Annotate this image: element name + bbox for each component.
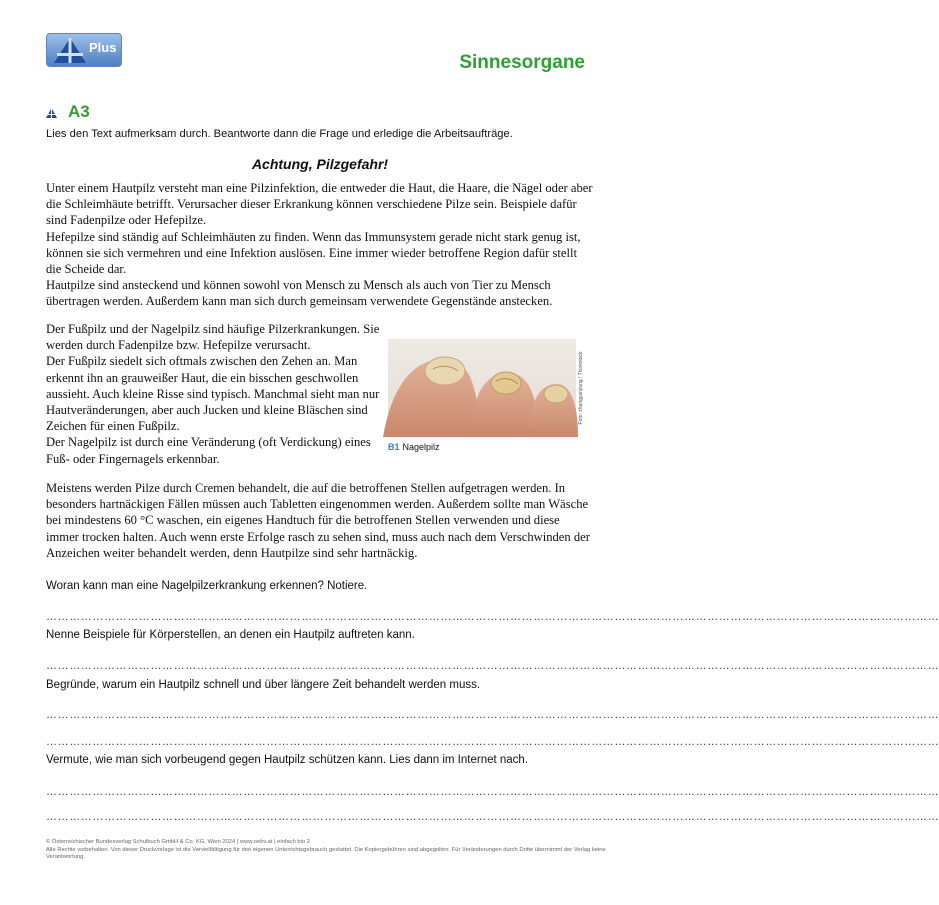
question-1: Woran kann man eine Nagelpilzerkrankung erkennen? Notiere. [46,580,368,592]
footer [46,839,606,862]
footer-rights: Alle Rechte vorbehalten. Von dieser Druckvorlage ist die Vervielfältigung für den eigenen Unterrichtsgebrauch gestattet. Die Kopiergebühren sind abgegolten. Für Veränderungen durch Dritte übernimmt der Verlag keine Verantwortung. [46,846,606,861]
footer-copyright: © Österreichischer Bundesverlag Schulbuch GmbH & Co. KG, Wien 2024 | www.oebv.at | einfach bio 2 [46,839,310,845]
triangle-level-icon [46,108,57,118]
figure-caption [388,442,440,452]
article-paragraph-1: Unter einem Hautpilz versteht man eine Pilzinfektion, die entweder die Haut, die Haare, die Nägel oder aber die Schleimhäute betrifft. Verursacher dieser Erkrankung können verschiedene Pilze sein. Beispiele dafür sind Fadenpilze oder Hefepilze. Hefepilze sind ständig auf Schleimhäuten zu finden. Wenn das Immunsystem gerade nicht stark genug ist, können sie sich vermehren und eine Infektion auslösen. Eine immer wieder betroffene Region dafür stellt die Scheide dar. Hautpilze sind ansteckend und können sowohl von Mensch zu Mensch als auch von Tier zu Mensch übertragen werden. Außerdem kann man sich durch gemeinsam verwendete Gegenstände anstecken. [46,181,593,309]
answer-line-4[interactable]: …………………………………………………………………………………………………………………………………………………………………………………………………………… [46,736,939,748]
article-paragraph-2: Der Fußpilz und der Nagelpilz sind häufige Pilzerkrankungen. Sie werden durch Fadenpilze bzw. Hefepilze verursacht. Der Fußpilz siedelt sich oftmals zwischen den Zehen an. Man erkennt ihn an grauweißer Haut, die ein bisschen geschwollen aussieht. Auch kleine Risse sind typisch. Manchmal sieht man nur Hautveränderungen, aber auch Jucken und kleine Bläschen sind Zeichen für einen Fußpilz. Der Nagelpilz ist durch eine Veränderung (oft Verdickung) eines Fuß- oder Fingernagels erkennbar. [46,322,380,466]
question-2: Nenne Beispiele für Körperstellen, an denen ein Hautpilz auftreten kann. [46,629,415,641]
article-title: Achtung, Pilzgefahr! [251,156,389,172]
answer-line-5[interactable]: …………………………………………………………………………………………………………………………………………………………………………………………………………… [46,786,939,798]
page-title: Sinnesorgane [459,52,585,73]
photo-credit-text: Foto: zhangyanjiang / Thinkstock [578,351,584,425]
question-3: Begründe, warum ein Hautpilz schnell und über längere Zeit behandelt werden muss. [46,679,481,691]
question-4: Vermute, wie man sich vorbeugend gegen Hautpilz schützen kann. Lies dann im Internet nach. [46,754,529,766]
answer-line-2[interactable]: …………………………………………………………………………………………………………………………………………………………………………………………………………… [46,660,939,672]
logo-text: Plus [89,40,117,55]
article-paragraph-3: Meistens werden Pilze durch Cremen behandelt, die auf die betroffenen Stellen aufgetragen werden. In besonders hartnäckigen Fällen müssen auch Tabletten eingenommen werden. Außerdem sollte man Wäsche bei mindestens 60 °C waschen, ein eigenes Handtuch für die betroffenen Stellen verwenden und diese immer trocken halten. Auch wenn erste Erfolge rasch zu sehen sind, muss auch nach dem Verschwinden der Anzeichen weiter behandelt werden, denn Hautpilze sind sehr hartnäckig. [46,481,590,560]
figure-label: B1 [388,442,400,452]
triangle-logo-icon [53,37,87,64]
answer-line-6[interactable]: …………………………………………………………………………………………………………………………………………………………………………………………………………… [46,811,939,823]
figure-caption-text: Nagelpilz [402,442,440,452]
answer-line-3[interactable]: …………………………………………………………………………………………………………………………………………………………………………………………………………… [46,709,939,721]
plus-logo [46,33,122,67]
answer-line-1[interactable]: …………………………………………………………………………………………………………………………………………………………………………………………………………… [46,611,939,623]
task-instruction: Lies den Text aufmerksam durch. Beantworte dann die Frage und erledige die Arbeitsaufträge. [46,128,513,140]
task-label: A3 [68,102,90,121]
nail-fungus-photo [388,339,576,437]
photo-credit [577,340,585,436]
